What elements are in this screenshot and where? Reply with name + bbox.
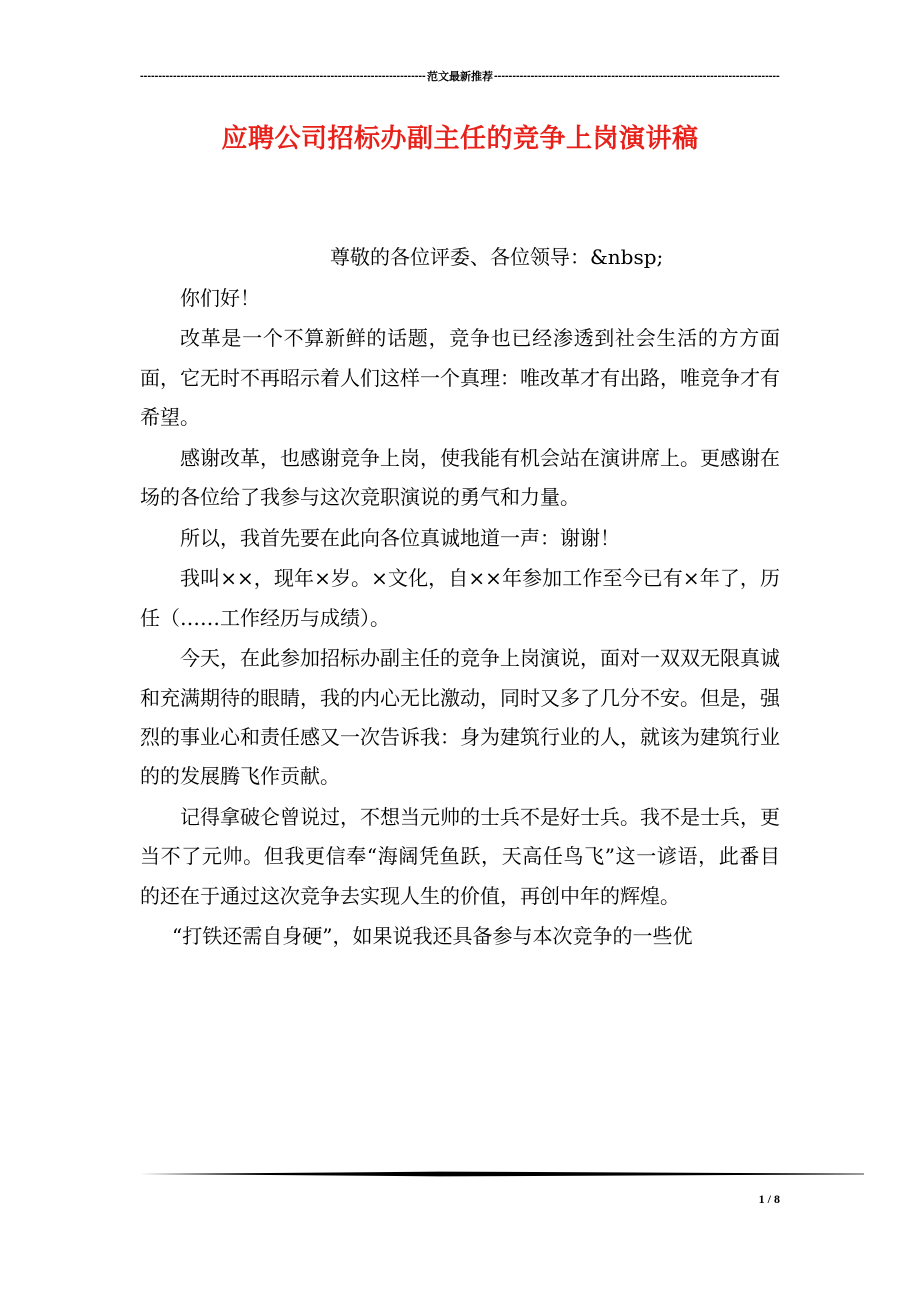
document-title: 应聘公司招标办副主任的竞争上岗演讲稿 [221,124,699,154]
header-left-dashes [140,70,426,82]
body-paragraph: 感谢改革，也感谢竞争上岗，使我能有机会站在演讲席上。更感谢在场的各位给了我参与这次竞职演说的勇气和力量。 [140,445,780,509]
body-paragraph: 记得拿破仑曾说过，不想当元帅的士兵不是好士兵。我不是士兵，更当不了元帅。但我更信奉“海阔凭鱼跃，天高任鸟飞”这一谚语，此番目的还在于通过这次竞争去实现人生的价值，再创中年的辉煌。 [140,805,780,908]
body-paragraph: “打铁还需自身硬”，如果说我还具备参与本次竞争的一些优 [172,924,693,949]
body-paragraph: 所以，我首先要在此向各位真诚地道一声：谢谢！ [180,525,620,550]
body-paragraph: 改革是一个不算新鲜的话题，竞争也已经渗透到社会生活的方方面面，它无时不再昭示着人们这样一个真理：唯改革才有出路，唯竞争才有希望。 [140,326,780,429]
page-number: 1 / 8 [758,1192,780,1206]
greeting-paragraph: 你们好！ [180,285,260,310]
salutation-paragraph: 尊敬的各位评委、各位领导：&nbsp; [330,245,664,269]
header-bar [140,66,780,86]
body-paragraph: 今天，在此参加招标办副主任的竞争上岗演说，面对一双双无限真诚和充满期待的眼睛，我的内心无比激动，同时又多了几分不安。但是，强烈的事业心和责任感又一次告诉我：身为建筑行业的人，就该为建筑行业的的发展腾飞作贡献。 [140,646,780,789]
footer-divider [140,1171,864,1177]
header-label: 范文最新推荐 [427,71,493,83]
header-right-dashes [494,70,780,82]
body-paragraph: 我叫××，现年×岁。×文化，自××年参加工作至今已有×年了，历任（……工作经历与成绩）。 [140,566,780,630]
document-body [140,238,780,958]
